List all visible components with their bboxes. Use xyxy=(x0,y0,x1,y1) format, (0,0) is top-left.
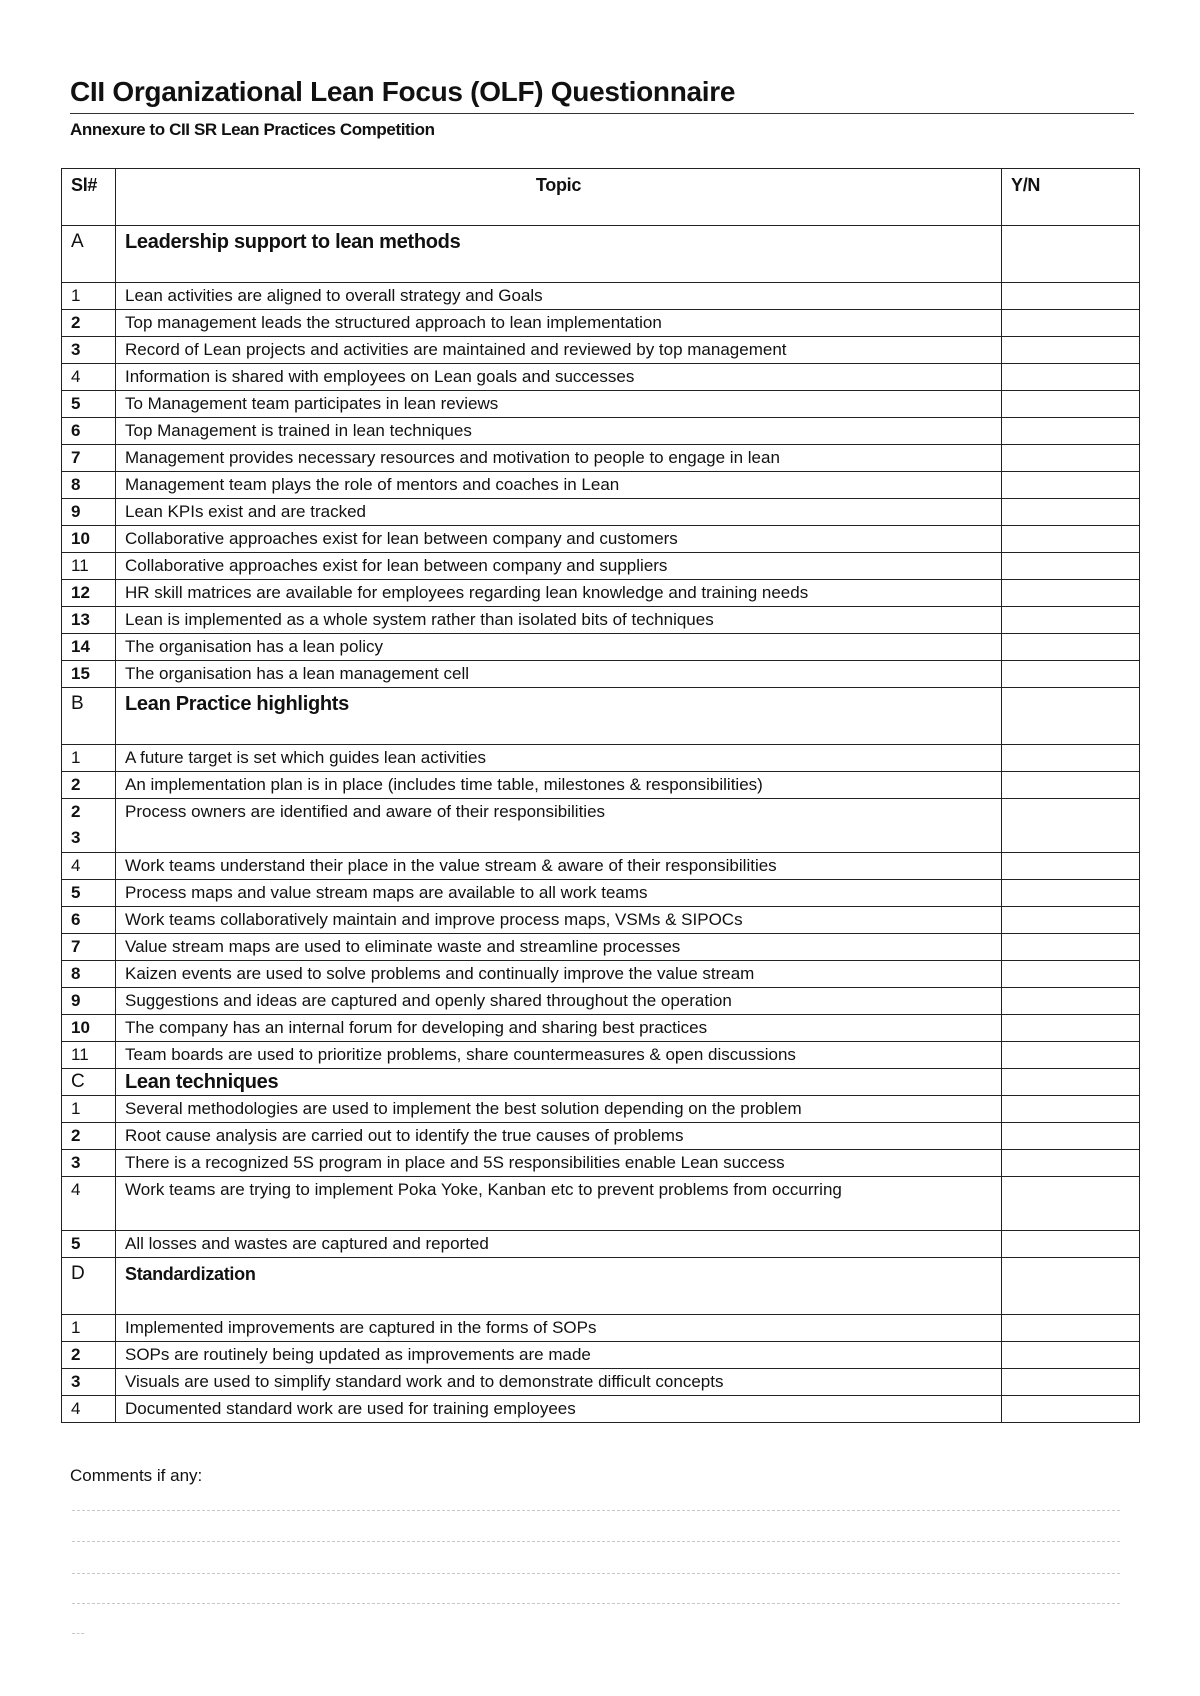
comments-line-3[interactable] xyxy=(72,1573,1120,1574)
item-number: 1 xyxy=(62,745,116,772)
table-row xyxy=(62,1177,1140,1231)
yn-answer-cell[interactable] xyxy=(1002,1042,1140,1069)
item-text: There is a recognized 5S program in place and 5S responsibilities enable Lean success xyxy=(116,1150,1002,1177)
yn-answer-cell[interactable] xyxy=(1002,418,1140,445)
yn-answer-cell[interactable] xyxy=(1002,634,1140,661)
yn-answer-cell[interactable] xyxy=(1002,310,1140,337)
item-text: Management team plays the role of mentors and coaches in Lean xyxy=(116,472,1002,499)
yn-answer-cell[interactable] xyxy=(1002,799,1140,853)
table-row xyxy=(62,1342,1140,1369)
item-number: 6 xyxy=(62,907,116,934)
item-number: 2 xyxy=(62,310,116,337)
item-number-line-1: 2 xyxy=(71,802,81,821)
item-number: 12 xyxy=(62,580,116,607)
table-row xyxy=(62,799,1140,853)
table-row xyxy=(62,364,1140,391)
item-number: 3 xyxy=(62,337,116,364)
table-row xyxy=(62,880,1140,907)
yn-answer-cell[interactable] xyxy=(1002,526,1140,553)
item-text: Work teams are trying to implement Poka Yoke, Kanban etc to prevent problems from occurring xyxy=(116,1177,1002,1231)
item-number: 4 xyxy=(62,853,116,880)
page-subtitle: Annexure to CII SR Lean Practices Competition xyxy=(70,120,435,139)
item-number: 9 xyxy=(62,499,116,526)
table-row xyxy=(62,1042,1140,1069)
item-text: Lean KPIs exist and are tracked xyxy=(116,499,1002,526)
section-row-c xyxy=(62,1069,1140,1096)
section-row-a xyxy=(62,226,1140,283)
yn-answer-cell[interactable] xyxy=(1002,1369,1140,1396)
yn-answer-cell[interactable] xyxy=(1002,226,1140,283)
item-number: 10 xyxy=(62,526,116,553)
item-text: Several methodologies are used to implement the best solution depending on the problem xyxy=(116,1096,1002,1123)
yn-answer-cell[interactable] xyxy=(1002,1315,1140,1342)
questionnaire-table xyxy=(61,168,1140,1423)
yn-answer-cell[interactable] xyxy=(1002,772,1140,799)
yn-answer-cell[interactable] xyxy=(1002,1342,1140,1369)
item-text: Value stream maps are used to eliminate waste and streamline processes xyxy=(116,934,1002,961)
yn-answer-cell[interactable] xyxy=(1002,853,1140,880)
table-row xyxy=(62,934,1140,961)
table-row xyxy=(62,607,1140,634)
table-row xyxy=(62,745,1140,772)
yn-answer-cell[interactable] xyxy=(1002,880,1140,907)
item-text: Implemented improvements are captured in the forms of SOPs xyxy=(116,1315,1002,1342)
item-text: Lean is implemented as a whole system rather than isolated bits of techniques xyxy=(116,607,1002,634)
item-number: 11 xyxy=(62,1042,116,1069)
yn-answer-cell[interactable] xyxy=(1002,1258,1140,1315)
item-text: Top management leads the structured approach to lean implementation xyxy=(116,310,1002,337)
item-text: An implementation plan is in place (includes time table, milestones & responsibilities) xyxy=(116,772,1002,799)
item-number: 6 xyxy=(62,418,116,445)
item-number xyxy=(62,799,116,853)
page-title: CII Organizational Lean Focus (OLF) Questionnaire xyxy=(70,76,736,107)
table-row xyxy=(62,283,1140,310)
section-id: A xyxy=(62,226,116,283)
yn-answer-cell[interactable] xyxy=(1002,580,1140,607)
item-number: 5 xyxy=(62,880,116,907)
item-text: Root cause analysis are carried out to identify the true causes of problems xyxy=(116,1123,1002,1150)
table-row xyxy=(62,853,1140,880)
item-number: 1 xyxy=(62,283,116,310)
yn-answer-cell[interactable] xyxy=(1002,499,1140,526)
section-row-b xyxy=(62,688,1140,745)
table-row xyxy=(62,1015,1140,1042)
column-header-yn: Y/N xyxy=(1002,169,1140,226)
item-text: Suggestions and ideas are captured and openly shared throughout the operation xyxy=(116,988,1002,1015)
table-row xyxy=(62,337,1140,364)
yn-answer-cell[interactable] xyxy=(1002,934,1140,961)
yn-answer-cell[interactable] xyxy=(1002,472,1140,499)
section-row-d xyxy=(62,1258,1140,1315)
item-text: Team boards are used to prioritize problems, share countermeasures & open discussions xyxy=(116,1042,1002,1069)
yn-answer-cell[interactable] xyxy=(1002,364,1140,391)
table-row xyxy=(62,580,1140,607)
item-number: 14 xyxy=(62,634,116,661)
table-row xyxy=(62,499,1140,526)
item-text: To Management team participates in lean reviews xyxy=(116,391,1002,418)
yn-answer-cell[interactable] xyxy=(1002,988,1140,1015)
item-number: 7 xyxy=(62,445,116,472)
item-number: 1 xyxy=(62,1096,116,1123)
title-divider xyxy=(70,113,1134,114)
item-number: 4 xyxy=(62,364,116,391)
table-row xyxy=(62,418,1140,445)
table-row xyxy=(62,553,1140,580)
item-number: 5 xyxy=(62,1231,116,1258)
item-number: 13 xyxy=(62,607,116,634)
section-id: C xyxy=(62,1069,116,1096)
table-row xyxy=(62,961,1140,988)
item-text: Information is shared with employees on Lean goals and successes xyxy=(116,364,1002,391)
item-text: The organisation has a lean management cell xyxy=(116,661,1002,688)
yn-answer-cell[interactable] xyxy=(1002,1150,1140,1177)
item-text: A future target is set which guides lean activities xyxy=(116,745,1002,772)
table-row xyxy=(62,772,1140,799)
yn-answer-cell[interactable] xyxy=(1002,961,1140,988)
table-row xyxy=(62,1369,1140,1396)
table-row xyxy=(62,1150,1140,1177)
item-number: 2 xyxy=(62,772,116,799)
item-number: 8 xyxy=(62,472,116,499)
item-number: 4 xyxy=(62,1396,116,1423)
item-number: 5 xyxy=(62,391,116,418)
item-text: The organisation has a lean policy xyxy=(116,634,1002,661)
item-text: Management provides necessary resources and motivation to people to engage in lean xyxy=(116,445,1002,472)
item-text: Lean activities are aligned to overall strategy and Goals xyxy=(116,283,1002,310)
comments-line-2[interactable] xyxy=(72,1541,1120,1542)
item-text: Work teams understand their place in the value stream & aware of their responsibilities xyxy=(116,853,1002,880)
item-number: 1 xyxy=(62,1315,116,1342)
yn-answer-cell[interactable] xyxy=(1002,907,1140,934)
table-row xyxy=(62,661,1140,688)
section-title: Lean techniques xyxy=(116,1069,1002,1096)
yn-answer-cell[interactable] xyxy=(1002,1015,1140,1042)
item-text: Documented standard work are used for training employees xyxy=(116,1396,1002,1423)
table-row xyxy=(62,391,1140,418)
comments-label: Comments if any: xyxy=(70,1466,203,1485)
yn-answer-cell[interactable] xyxy=(1002,1123,1140,1150)
section-id: D xyxy=(62,1258,116,1315)
table-row xyxy=(62,1096,1140,1123)
yn-answer-cell[interactable] xyxy=(1002,337,1140,364)
table-row xyxy=(62,988,1140,1015)
item-text: Collaborative approaches exist for lean between company and customers xyxy=(116,526,1002,553)
table-row xyxy=(62,445,1140,472)
table-row xyxy=(62,1315,1140,1342)
item-text: Process owners are identified and aware of their responsibilities xyxy=(116,799,1002,853)
item-text: HR skill matrices are available for employees regarding lean knowledge and training needs xyxy=(116,580,1002,607)
item-number: 2 xyxy=(62,1123,116,1150)
item-text: Visuals are used to simplify standard work and to demonstrate difficult concepts xyxy=(116,1369,1002,1396)
yn-answer-cell[interactable] xyxy=(1002,688,1140,745)
item-number: 7 xyxy=(62,934,116,961)
item-number: 4 xyxy=(62,1177,116,1231)
section-title: Standardization xyxy=(116,1258,1002,1315)
item-number: 11 xyxy=(62,553,116,580)
yn-answer-cell[interactable] xyxy=(1002,553,1140,580)
table-row xyxy=(62,907,1140,934)
table-row xyxy=(62,310,1140,337)
item-text: The company has an internal forum for developing and sharing best practices xyxy=(116,1015,1002,1042)
item-number: 2 xyxy=(62,1342,116,1369)
table-row xyxy=(62,526,1140,553)
comments-line-4[interactable] xyxy=(72,1603,1120,1604)
item-number: 9 xyxy=(62,988,116,1015)
yn-answer-cell[interactable] xyxy=(1002,445,1140,472)
item-text: Kaizen events are used to solve problems and continually improve the value stream xyxy=(116,961,1002,988)
item-number: 3 xyxy=(62,1369,116,1396)
yn-answer-cell[interactable] xyxy=(1002,1231,1140,1258)
yn-answer-cell[interactable] xyxy=(1002,1177,1140,1231)
item-number-line-2: 3 xyxy=(71,828,81,847)
comments-line-end xyxy=(72,1633,84,1634)
item-text: All losses and wastes are captured and reported xyxy=(116,1231,1002,1258)
item-text: SOPs are routinely being updated as improvements are made xyxy=(116,1342,1002,1369)
item-text: Work teams collaboratively maintain and improve process maps, VSMs & SIPOCs xyxy=(116,907,1002,934)
yn-answer-cell[interactable] xyxy=(1002,607,1140,634)
yn-answer-cell[interactable] xyxy=(1002,1396,1140,1423)
column-header-sl: Sl# xyxy=(62,169,116,226)
item-text: Collaborative approaches exist for lean between company and suppliers xyxy=(116,553,1002,580)
table-row xyxy=(62,1123,1140,1150)
item-text: Record of Lean projects and activities are maintained and reviewed by top management xyxy=(116,337,1002,364)
item-number: 8 xyxy=(62,961,116,988)
yn-answer-cell[interactable] xyxy=(1002,1096,1140,1123)
yn-answer-cell[interactable] xyxy=(1002,745,1140,772)
yn-answer-cell[interactable] xyxy=(1002,1069,1140,1096)
yn-answer-cell[interactable] xyxy=(1002,661,1140,688)
section-title: Lean Practice highlights xyxy=(116,688,1002,745)
table-row xyxy=(62,1231,1140,1258)
item-number: 15 xyxy=(62,661,116,688)
section-title: Leadership support to lean methods xyxy=(116,226,1002,283)
table-row xyxy=(62,634,1140,661)
comments-line-1[interactable] xyxy=(72,1510,1120,1511)
item-number: 3 xyxy=(62,1150,116,1177)
table-header-row xyxy=(62,169,1140,226)
item-text: Process maps and value stream maps are available to all work teams xyxy=(116,880,1002,907)
yn-answer-cell[interactable] xyxy=(1002,283,1140,310)
table-row xyxy=(62,1396,1140,1423)
table-row xyxy=(62,472,1140,499)
column-header-topic: Topic xyxy=(116,169,1002,226)
item-text: Top Management is trained in lean techniques xyxy=(116,418,1002,445)
item-number: 10 xyxy=(62,1015,116,1042)
section-id: B xyxy=(62,688,116,745)
yn-answer-cell[interactable] xyxy=(1002,391,1140,418)
